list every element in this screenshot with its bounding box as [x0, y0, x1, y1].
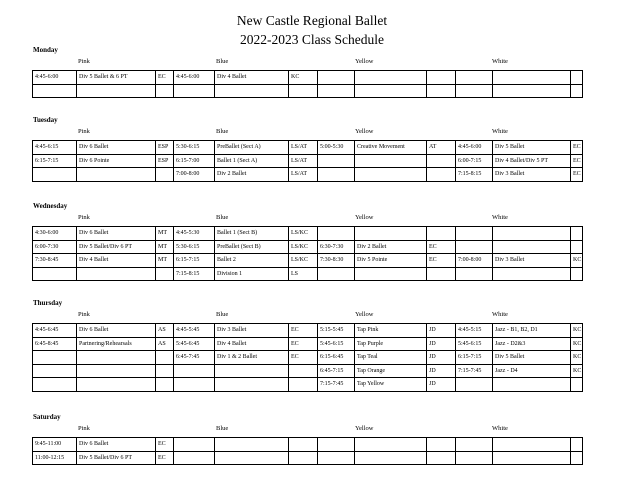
table-cell: MT: [156, 254, 174, 268]
table-cell: Div 3 Ballet: [493, 254, 571, 268]
table-cell: [571, 71, 583, 85]
table-cell: Div 4 Ballet: [215, 71, 289, 85]
table-cell: 7:30-8:45: [33, 254, 77, 268]
column-header-blue: Blue: [216, 425, 229, 432]
table-cell: LS: [289, 267, 318, 281]
table-row: [33, 84, 583, 98]
table-row: [33, 267, 583, 281]
table-cell: [318, 84, 355, 98]
table-cell: [174, 438, 215, 452]
table-cell: [215, 84, 289, 98]
table-cell: [215, 364, 289, 378]
table-cell: [318, 267, 355, 281]
table-cell: Div 5 Ballet/Div 6 PT: [77, 240, 156, 254]
table-cell: Div 5 Ballet: [493, 141, 571, 155]
table-cell: [427, 227, 456, 241]
table-cell: ESP: [156, 154, 174, 168]
table-cell: EC: [571, 141, 583, 155]
table-cell: 4:45-6:45: [33, 324, 77, 338]
table-row: [33, 364, 583, 378]
table-cell: JD: [427, 337, 456, 351]
table-cell: [456, 451, 493, 465]
table-cell: Div 3 Ballet: [493, 168, 571, 182]
table-cell: Tap Pink: [355, 324, 427, 338]
table-cell: Div 5 Ballet & 6 PT: [77, 71, 156, 85]
table-cell: [215, 451, 289, 465]
table-cell: Partnering/Rehearsals: [77, 337, 156, 351]
table-cell: Div 2 Ballet: [215, 168, 289, 182]
table-cell: Div 4 Ballet: [77, 254, 156, 268]
table-row: [33, 240, 583, 254]
table-cell: 4:45-5:45: [174, 324, 215, 338]
table-cell: Div 5 Ballet: [493, 351, 571, 365]
table-cell: [493, 438, 571, 452]
table-cell: [427, 438, 456, 452]
table-cell: Div 1 & 2 Ballet: [215, 351, 289, 365]
column-header-pink: Pink: [78, 58, 90, 65]
table-cell: 7:15-8:15: [174, 267, 215, 281]
table-row: [33, 141, 583, 155]
table-cell: KC: [571, 337, 583, 351]
table-row: [33, 351, 583, 365]
table-cell: [77, 84, 156, 98]
table-cell: [156, 84, 174, 98]
table-cell: 4:45-6:00: [33, 71, 77, 85]
table-cell: [427, 267, 456, 281]
table-cell: [289, 364, 318, 378]
table-cell: AT: [427, 141, 456, 155]
table-cell: [156, 378, 174, 392]
day-label-thursday: Thursday: [33, 299, 63, 307]
schedule-table-saturday: [32, 437, 583, 465]
table-cell: 6:00-7:15: [456, 154, 493, 168]
table-cell: [355, 451, 427, 465]
table-cell: Ballet 1 (Sect B): [215, 227, 289, 241]
table-cell: Jazz - B1, B2, D1: [493, 324, 571, 338]
table-cell: MT: [156, 240, 174, 254]
table-cell: 7:15-7:45: [456, 364, 493, 378]
schedule-table-wednesday: [32, 226, 583, 281]
column-header-pink: Pink: [78, 425, 90, 432]
table-cell: [318, 227, 355, 241]
table-cell: [456, 240, 493, 254]
table-cell: Div 4 Ballet: [215, 337, 289, 351]
table-cell: [215, 378, 289, 392]
table-cell: [355, 267, 427, 281]
table-cell: [318, 71, 355, 85]
table-cell: Div 3 Ballet: [215, 324, 289, 338]
table-cell: Div 6 Pointe: [77, 154, 156, 168]
table-cell: EC: [289, 351, 318, 365]
table-cell: 7:00-8:00: [174, 168, 215, 182]
table-cell: [427, 168, 456, 182]
table-cell: [77, 378, 156, 392]
table-cell: [174, 364, 215, 378]
schedule-table-thursday: [32, 323, 583, 392]
table-cell: 7:15-7:45: [318, 378, 355, 392]
table-cell: LS/AT: [289, 168, 318, 182]
table-cell: 6:15-6:45: [318, 351, 355, 365]
column-header-white: White: [492, 58, 508, 65]
table-cell: 4:45-6:15: [33, 141, 77, 155]
table-cell: KC: [571, 324, 583, 338]
table-cell: [289, 438, 318, 452]
table-cell: LS/KC: [289, 254, 318, 268]
table-cell: KC: [289, 71, 318, 85]
table-cell: [427, 154, 456, 168]
table-cell: JD: [427, 351, 456, 365]
column-header-white: White: [492, 214, 508, 221]
day-label-saturday: Saturday: [33, 413, 61, 421]
table-cell: 11:00-12:15: [33, 451, 77, 465]
table-cell: [427, 71, 456, 85]
table-row: [33, 324, 583, 338]
table-row: [33, 168, 583, 182]
table-cell: [215, 438, 289, 452]
table-cell: EC: [571, 154, 583, 168]
table-cell: [493, 267, 571, 281]
table-cell: Division 1: [215, 267, 289, 281]
table-cell: [355, 84, 427, 98]
table-cell: 9:45-11:00: [33, 438, 77, 452]
column-header-pink: Pink: [78, 311, 90, 318]
table-cell: 6:15-7:00: [174, 154, 215, 168]
table-cell: [77, 168, 156, 182]
table-cell: 6:00-7:30: [33, 240, 77, 254]
table-cell: [493, 84, 571, 98]
table-cell: EC: [156, 71, 174, 85]
table-cell: [493, 227, 571, 241]
column-header-white: White: [492, 425, 508, 432]
table-cell: Div 6 Ballet: [77, 141, 156, 155]
table-row: [33, 378, 583, 392]
table-cell: Div 5 Ballet/Div 6 PT: [77, 451, 156, 465]
column-header-blue: Blue: [216, 311, 229, 318]
table-cell: [156, 168, 174, 182]
table-cell: [156, 364, 174, 378]
table-cell: [174, 84, 215, 98]
table-cell: 5:45-6:15: [456, 337, 493, 351]
schedule-table-monday: [32, 70, 583, 98]
table-cell: [289, 84, 318, 98]
column-header-yellow: Yellow: [355, 128, 374, 135]
table-cell: EC: [427, 240, 456, 254]
table-cell: PreBallet (Sect B): [215, 240, 289, 254]
table-cell: [156, 351, 174, 365]
column-header-yellow: Yellow: [355, 58, 374, 65]
day-label-monday: Monday: [33, 46, 58, 54]
table-cell: 7:00-8:00: [456, 254, 493, 268]
table-row: [33, 254, 583, 268]
table-cell: Div 2 Ballet: [355, 240, 427, 254]
table-cell: EC: [156, 451, 174, 465]
table-cell: 4:30-6:00: [33, 227, 77, 241]
table-cell: 6:15-7:15: [456, 351, 493, 365]
table-row: [33, 451, 583, 465]
table-cell: [33, 364, 77, 378]
table-cell: [289, 451, 318, 465]
table-cell: [456, 378, 493, 392]
table-cell: EC: [289, 337, 318, 351]
table-cell: KC: [571, 254, 583, 268]
table-cell: 6:15-7:15: [33, 154, 77, 168]
table-cell: AS: [156, 337, 174, 351]
table-cell: [318, 438, 355, 452]
table-cell: 7:30-8:30: [318, 254, 355, 268]
column-header-blue: Blue: [216, 214, 229, 221]
table-cell: Jazz - D2&3: [493, 337, 571, 351]
table-cell: [33, 267, 77, 281]
table-cell: EC: [289, 324, 318, 338]
table-row: [33, 337, 583, 351]
table-cell: [493, 240, 571, 254]
table-cell: AS: [156, 324, 174, 338]
table-cell: LS/AT: [289, 154, 318, 168]
table-row: [33, 71, 583, 85]
table-cell: [318, 154, 355, 168]
table-cell: 5:30-6:15: [174, 240, 215, 254]
table-cell: EC: [156, 438, 174, 452]
table-cell: [355, 71, 427, 85]
table-cell: 5:45-6:15: [318, 337, 355, 351]
table-cell: MT: [156, 227, 174, 241]
table-cell: 5:15-5:45: [318, 324, 355, 338]
table-cell: 6:45-7:15: [318, 364, 355, 378]
column-header-pink: Pink: [78, 214, 90, 221]
table-cell: [355, 168, 427, 182]
table-cell: EC: [427, 254, 456, 268]
table-cell: [289, 378, 318, 392]
column-header-white: White: [492, 311, 508, 318]
column-header-blue: Blue: [216, 58, 229, 65]
column-header-yellow: Yellow: [355, 214, 374, 221]
table-cell: [571, 378, 583, 392]
table-cell: [456, 71, 493, 85]
table-cell: LS/KC: [289, 240, 318, 254]
table-cell: Jazz - D4: [493, 364, 571, 378]
table-cell: JD: [427, 324, 456, 338]
table-cell: 6:30-7:30: [318, 240, 355, 254]
table-cell: [571, 240, 583, 254]
table-cell: 5:45-6:45: [174, 337, 215, 351]
table-cell: Tap Teal: [355, 351, 427, 365]
table-cell: 6:45-8:45: [33, 337, 77, 351]
table-cell: PreBallet (Sect A): [215, 141, 289, 155]
table-cell: [456, 438, 493, 452]
table-cell: LS/KC: [289, 227, 318, 241]
table-cell: Tap Purple: [355, 337, 427, 351]
schedule-subtitle: 2022-2023 Class Schedule: [240, 32, 384, 47]
column-header-pink: Pink: [78, 128, 90, 135]
table-cell: [77, 351, 156, 365]
table-cell: [174, 451, 215, 465]
table-cell: 4:45-6:00: [174, 71, 215, 85]
table-cell: [33, 351, 77, 365]
column-header-yellow: Yellow: [355, 425, 374, 432]
table-cell: Div 6 Ballet: [77, 438, 156, 452]
table-cell: EC: [571, 168, 583, 182]
table-cell: Div 4 Ballet/Div 5 PT: [493, 154, 571, 168]
table-cell: [77, 267, 156, 281]
table-cell: Creative Movement: [355, 141, 427, 155]
day-label-tuesday: Tuesday: [33, 116, 58, 124]
table-cell: [427, 451, 456, 465]
table-cell: 5:00-5:30: [318, 141, 355, 155]
table-cell: [493, 451, 571, 465]
table-cell: KC: [571, 351, 583, 365]
table-row: [33, 227, 583, 241]
table-cell: 4:45-5:30: [174, 227, 215, 241]
table-cell: 4:45-6:00: [456, 141, 493, 155]
table-cell: JD: [427, 378, 456, 392]
table-cell: Ballet 2: [215, 254, 289, 268]
table-cell: [427, 84, 456, 98]
table-cell: [571, 267, 583, 281]
table-cell: LS/AT: [289, 141, 318, 155]
table-cell: [33, 84, 77, 98]
table-cell: JD: [427, 364, 456, 378]
table-cell: [77, 364, 156, 378]
table-cell: [33, 378, 77, 392]
table-cell: [156, 267, 174, 281]
table-cell: 4:45-5:15: [456, 324, 493, 338]
table-cell: [456, 227, 493, 241]
table-cell: Div 5 Pointe: [355, 254, 427, 268]
table-cell: [571, 227, 583, 241]
table-cell: [571, 438, 583, 452]
table-cell: [355, 227, 427, 241]
table-cell: ESP: [156, 141, 174, 155]
table-cell: 5:30-6:15: [174, 141, 215, 155]
table-row: [33, 438, 583, 452]
table-row: [33, 154, 583, 168]
table-cell: 6:15-7:15: [174, 254, 215, 268]
column-header-blue: Blue: [216, 128, 229, 135]
table-cell: [493, 378, 571, 392]
day-label-wednesday: Wednesday: [33, 202, 68, 210]
table-cell: KC: [571, 364, 583, 378]
table-cell: [318, 451, 355, 465]
schedule-table-tuesday: [32, 140, 583, 182]
table-cell: Ballet 1 (Sect A): [215, 154, 289, 168]
table-cell: [456, 84, 493, 98]
table-cell: Tap Orange: [355, 364, 427, 378]
table-cell: [355, 154, 427, 168]
table-cell: [174, 378, 215, 392]
table-cell: Tap Yellow: [355, 378, 427, 392]
table-cell: 7:15-8:15: [456, 168, 493, 182]
table-cell: [571, 451, 583, 465]
table-cell: 6:45-7:45: [174, 351, 215, 365]
table-cell: Div 6 Ballet: [77, 324, 156, 338]
table-cell: [33, 168, 77, 182]
table-cell: [318, 168, 355, 182]
table-cell: [571, 84, 583, 98]
table-cell: [493, 71, 571, 85]
column-header-yellow: Yellow: [355, 311, 374, 318]
table-cell: [456, 267, 493, 281]
column-header-white: White: [492, 128, 508, 135]
table-cell: Div 6 Ballet: [77, 227, 156, 241]
schedule-title: New Castle Regional Ballet: [236, 13, 388, 28]
table-cell: [355, 438, 427, 452]
